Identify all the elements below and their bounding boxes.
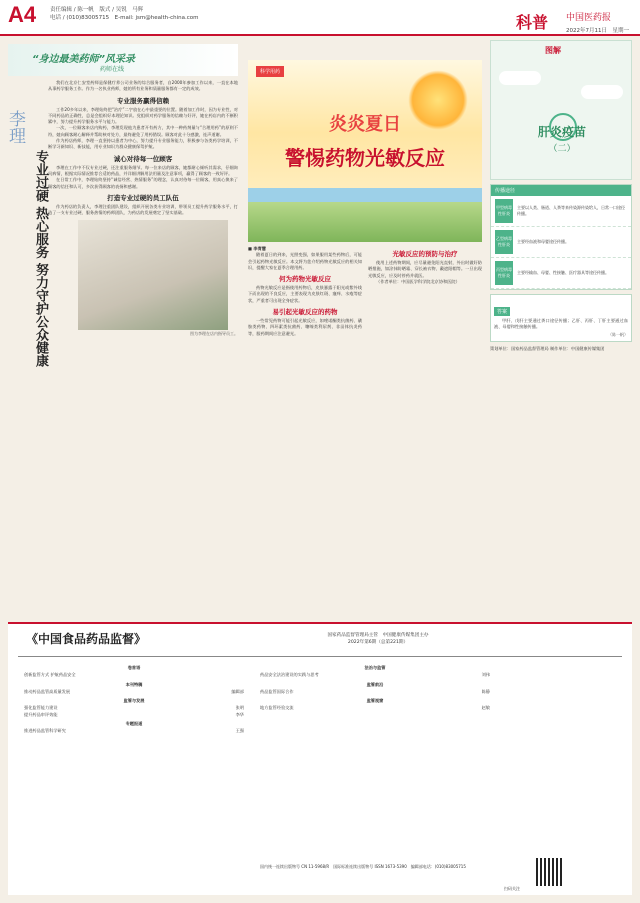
paragraph: 工作20多年以来，李理始终把“治疗”二字放在心中最重要的位置。随着加工作时，因为专业性，对不同药品的正确性，总是会组织好本理论知识。党组织对药学服务的信赖与好评，她在药店内的不断积累中，努力提升药学服务水平与能力。: [48, 106, 238, 125]
toc-title: 推进药品监管科学研究: [24, 728, 66, 734]
paragraph: 一些常见药物可能引起光敏反应，如喹诺酮类抗菌药、磺胺类药物、四环素类抗菌药、噻嗪类利尿剂、非甾体抗炎药等，服药期间应注意避光。: [248, 318, 362, 336]
section-name: 科普: [516, 13, 549, 32]
paragraph: 李理在工作中不仅专业过硬，还注重服务细节。每一位来店的顾客，她都耐心倾听其需求，仔细询问病情，根据实际情况推荐合适的药品，并详细讲解用法用量及注意事项，赢得了顾客的一致好评。: [48, 164, 238, 176]
transmission-text: 主要经输血、母婴、性接触、医疗器具等途径传播。: [517, 270, 609, 275]
journal-footer: 国内统一连续出版物号 CN 11-5968/R 国际标准连续出版物号 ISSN 1673-5390 编辑部电话：(010)83005715: [260, 864, 466, 869]
header-editor-line: 责任编辑 / 陈一帆 版式 / 吴锐 马辉: [50, 7, 144, 13]
paragraph: 使用上述药物期间，应尽量避免阳光直射，外出时做好防晒措施，如涂抹防晒霜、穿长袖衣物、戴遮阳帽等。一旦出现光敏反应，应及时停药并就医。: [368, 260, 482, 278]
hepatitis-type: 乙型病毒性肝炎: [495, 230, 513, 254]
toc-section: 监管与发展: [123, 698, 145, 704]
journal-title: 《中国食品药品监督》: [26, 632, 147, 646]
section-heading: 传播途径: [491, 185, 631, 196]
toc-title: 强化监管能力建设: [24, 705, 58, 711]
journal-publisher: 国家药品监督管理局主管 中国健康传媒集团主办: [327, 633, 429, 638]
subhead: 诚心对待每一位顾客: [113, 154, 173, 163]
campaign-subtitle: 药师在线: [100, 66, 125, 73]
toc-section: 卷首语: [127, 665, 141, 670]
transmission-text: 主要经血液和母婴途径传播。: [517, 239, 569, 244]
list-item: [491, 196, 631, 227]
grass-illustration: [248, 202, 482, 242]
campaign-title: “身边最美药师”风采录: [32, 54, 135, 65]
subhead: 光敏反应的预防与治疗: [392, 250, 458, 258]
journal-meta: [288, 632, 468, 646]
subhead: 何为药物光敏反应: [279, 275, 331, 284]
column-tag: 科学用药: [256, 66, 284, 77]
toc-title: 创新监管方式 护航药品安全: [24, 672, 76, 678]
paper-name: 中国医药报: [566, 13, 612, 23]
toc-entry: [260, 689, 490, 695]
left-article: [48, 80, 238, 337]
headline-secondary: 警惕药物光敏反应: [285, 146, 445, 170]
qr-caption: 扫码关注: [504, 886, 520, 891]
toc-entry: [24, 689, 244, 695]
toc-entry: [24, 672, 244, 678]
toc-entry: [24, 712, 244, 718]
toc-author: 张明: [235, 705, 244, 711]
transmission-section: [490, 184, 632, 290]
paragraph: 作为药店的负责人，李理注重团队建设，组织开展各类专业培训，带领员工提升药学服务水平，打造了一支专业过硬、服务热情的药师团队，为药店的发展奠定了坚实基础。: [48, 203, 238, 216]
paragraph: 一次，一位顾客来店内购药，李理发现他为患者开有药方，其中一种药剂量与“合理用药”的原则不符，她向顾客耐心解释并帮助核对处方，最终避免了用药错误。顾客对此十分感激，连声道谢。: [48, 125, 238, 137]
person-name: 李理: [5, 110, 25, 144]
toc-section: 专题报道: [125, 721, 143, 727]
mid-col-right: [368, 246, 482, 337]
page-header: [0, 0, 640, 36]
toc-author: 李华: [235, 711, 244, 717]
toc-author: 编辑部: [231, 688, 244, 694]
paragraph: 在日常工作中，李理始终坚持“诚信经营、热情服务”的理念，认真对待每一位顾客，用真心换来了顾客的信任和认可，多次获得顾客的表扬和感谢。: [48, 177, 238, 189]
toc-column-2: [260, 662, 490, 712]
paragraph: 随着夏日的到来，光照变强，如果服用某些药物后，可能会引起药物光敏反应。本文将为您介绍药物光敏反应的相关知识，提醒大家在夏季合理用药。: [248, 252, 362, 270]
transmission-text: 主要以人类、肠道、人粪等来传染源传染给人，日常一口途径传播。: [517, 205, 625, 216]
toc-section: 本刊特稿: [125, 681, 143, 687]
answer-heading: 答案: [494, 307, 510, 316]
toc-author: 赵敏: [481, 705, 490, 711]
headline-primary: 炎炎夏日: [329, 114, 401, 135]
paragraph: 我们在北京仁安堂药师是保健疗养公司业务的综合服务者，自2000年参加工作以来，一直在本地从事药学服务工作。作为一名执业药师，她的所有业务和质量服务都有一定的成效。: [48, 80, 238, 92]
cloud-illustration: [581, 85, 623, 99]
issue-date: 2022年7月11日 星期一: [566, 28, 629, 34]
toc-author: 王强: [235, 728, 244, 734]
infographic-title: 肝炎疫苗: [537, 125, 586, 139]
toc-entry: [24, 728, 244, 734]
mid-article: [248, 60, 482, 337]
hepatitis-type: 甲型病毒性肝炎: [495, 199, 513, 223]
hero-illustration: [248, 60, 482, 242]
toc-author: 刘伟: [481, 672, 490, 678]
toc-section: 监管视窗: [366, 698, 384, 704]
hepatitis-type: 丙型病毒性肝炎: [495, 261, 513, 285]
answer-text: 甲肝、戊肝主要通过粪口途径传播；乙肝、丙肝、丁肝主要通过血液、母婴和性接触传播。: [494, 318, 628, 330]
toc-title: 药品安全法治建设的实践与思考: [260, 672, 319, 678]
team-photo: [78, 220, 228, 330]
mid-text-columns: [248, 246, 482, 337]
toc-section: 法治与监管: [364, 665, 386, 670]
paragraph: 作为药店药师，李理一直坚持以患者为中心，努力提升专业服务能力，积极参与各类药学培训，不断学习新知识、新技能，用专业知识为群众健康保驾护航。: [48, 138, 238, 150]
production-credit: 策划单位：国家药品监督管理局 制作单位：中国健康传媒集团: [490, 345, 605, 351]
journal-ad: [8, 622, 632, 895]
divider: [18, 656, 622, 657]
toc-title: 地方监管经验交流: [260, 705, 294, 711]
toc-title: 药品监管国际合作: [260, 688, 294, 694]
photo-caption: 图为李理在店内指导员工。: [190, 331, 238, 337]
infographic-column: [490, 40, 632, 352]
toc-entry: [260, 672, 490, 678]
sea-illustration: [248, 188, 482, 202]
author-note: （作者单位：中国医学科学院北京协和医院）: [376, 278, 460, 284]
toc-column-1: [24, 662, 244, 735]
article-vertical-title: 专业过硬 热心服务 努力守护公众健康: [33, 150, 48, 368]
header-meta: [50, 6, 199, 22]
subhead: 易引起光敏反应的药物: [272, 308, 338, 317]
page-number: A4: [8, 2, 37, 27]
infographic-part: （二）: [548, 144, 576, 154]
toc-entry: [260, 705, 490, 711]
paragraph: 药物光敏反应是指使用药物后，皮肤暴露于阳光或紫外线下而出现的不良反应，主要表现为皮肤红斑、瘙痒、水疱等症状，严重者可出现全身症状。: [248, 285, 362, 303]
vaccine-poster: [490, 40, 632, 180]
toc-title: 提升药品审评效能: [24, 711, 58, 717]
campaign-banner: [8, 44, 238, 76]
toc-title: 推动药品监管高质量发展: [24, 688, 71, 694]
qr-code-icon[interactable]: [536, 858, 564, 886]
subhead: 打造专业过硬的员工队伍: [107, 193, 179, 202]
header-contact-line: 电话 / (010)83005715 E-mail: jsm@health-china.com: [50, 15, 199, 21]
mid-col-left: [248, 246, 362, 337]
subhead: 专业服务赢得信赖: [117, 96, 169, 105]
answer-box: [490, 294, 632, 342]
byline: ■ 李青慧: [248, 246, 266, 251]
infographic-label: 图解: [545, 46, 561, 55]
editor-credit: （陈一帆）: [608, 331, 628, 337]
toc-section: 监管前沿: [366, 681, 384, 687]
list-item: [491, 227, 631, 258]
journal-issue: 2022年第6期（总第221期）: [347, 640, 409, 645]
cloud-illustration: [499, 71, 541, 85]
toc-author: 陈静: [481, 688, 490, 694]
list-item: [491, 258, 631, 289]
